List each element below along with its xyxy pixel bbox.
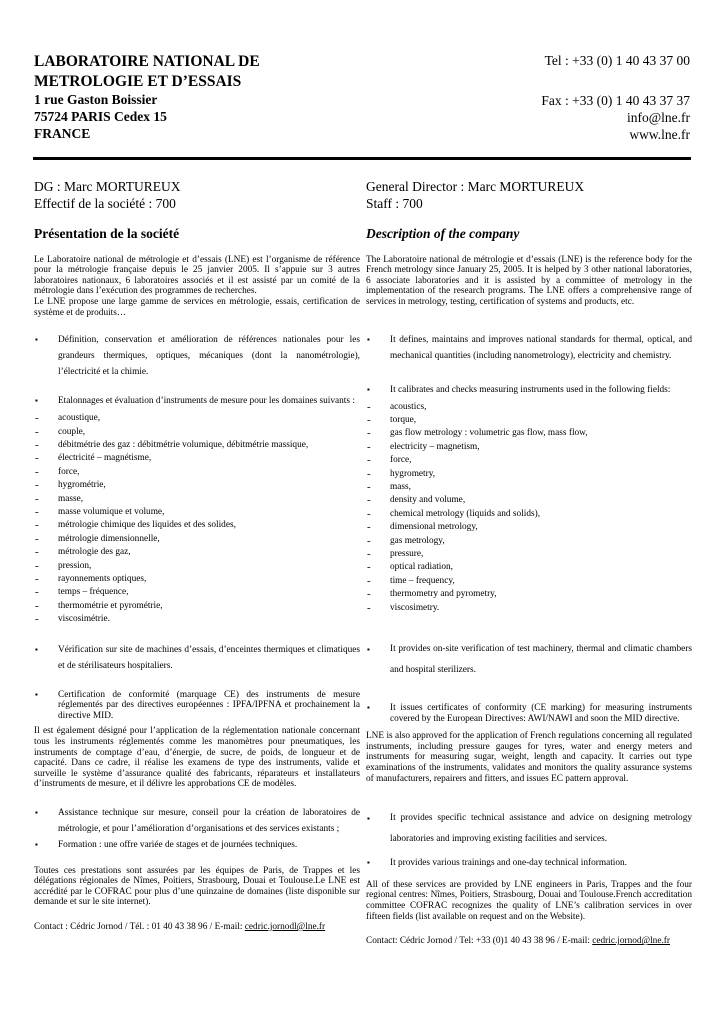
list-item: - thermometry and pyrometry, [366,588,692,601]
english-column [366,178,692,947]
bullet-calibration: ▪ Etalonnages et évaluation d’instruments de mesure pour les domaines suivants : [34,393,360,409]
phone-number: Tel : +33 (0) 1 40 43 37 00 [544,53,690,68]
postal-address [34,91,167,142]
list-item: - time – frequency, [366,575,692,588]
list-item: - viscosimétrie. [34,613,360,626]
org-name-line2: METROLOGIE ET D’ESSAIS [34,73,242,90]
list-item: - pressure, [366,548,692,561]
address-street: 1 rue Gaston Boissier [34,92,158,107]
list-item: - mass, [366,481,692,494]
staff-line: Staff : 700 [366,196,423,211]
list-item: - couple, [34,426,360,439]
bullet-national-standards: ▪ Définition, conservation et amélioration de références nationales pour les grandeurs thermiques, optiques, mécaniques (dont la nanométrologie), l’électricité et la chimie. [34,332,360,380]
contact-email-link[interactable]: cedric.jornodl@lne.fr [244,921,326,932]
list-item: - rayonnements optiques, [34,573,360,586]
section-heading: Présentation de la société [34,226,180,241]
fields-list [366,401,692,616]
list-item: - métrologie des gaz, [34,546,360,559]
list-item: - force, [366,454,692,467]
bullet-technical-assistance: ▪ Assistance technique sur mesure, conseil pour la création de laboratoires de métrologie, et pour l’amélioration d’organisations et des services existants ; [34,805,360,837]
bullet-onsite-verification: ▪ It provides on-site verification of test machinery, thermal and climatic chambers and hospital sterilizers. [366,639,692,681]
contact-email-link[interactable]: cedric.jornod@lne.fr [592,936,670,947]
director-line: General Director : Marc MORTUREUX [366,179,585,194]
list-item: - métrologie dimensionnelle, [34,533,360,546]
list-item: - viscosimetry. [366,602,692,615]
closing-paragraph: All of these services are provided by LNE engineers in Paris, Trappes and the four regional centres: Nîmes, Poitiers, Strasbourg, Douai and Toulouse.French accreditation committee COFRAC recognizes the quality of LNE’s calibration services in over fifteen fields (list available on request and on the Website). [366,879,692,922]
website-link[interactable]: www.lne.fr [629,127,690,142]
intro-paragraph: The Laboratoire national de métrologie et d’essais (LNE) is the reference body for the French metrology since January 25, 2005. It is helped by 3 other national laboratories, 6 associate laboratories and it is assisted by a committee of metrology in the implementation of the research programs. The LNE offers a comprehensive range of services in metrology, testing, certification of systems and products, etc. [366,254,692,307]
staff-line: Effectif de la société : 700 [34,196,176,211]
list-item: - masse volumique et volume, [34,506,360,519]
list-item: - masse, [34,493,360,506]
list-item: - métrologie chimique des liquides et des solides, [34,519,360,532]
list-item: - électricité – magnétisme, [34,452,360,465]
list-item: - thermométrie et pyrométrie, [34,600,360,613]
list-item: - dimensional metrology, [366,521,692,534]
list-item: - gas flow metrology : volumetric gas flow, mass flow, [366,427,692,440]
org-name-line1: LABORATOIRE NATIONAL DE [34,53,260,70]
list-item: - torque, [366,414,692,427]
bullet-training: ▪ Formation : une offre variée de stages et de journées techniques. [34,840,360,851]
list-item: - electricity – magnetism, [366,441,692,454]
organization-name [34,52,260,92]
fax-number: Fax : +33 (0) 1 40 43 37 37 [541,93,690,108]
bullet-training: ▪ It provides various trainings and one-day technical information. [366,858,692,869]
contact-line [34,922,360,933]
french-column [34,178,360,933]
list-item: - force, [34,466,360,479]
list-item: - hygrometry, [366,468,692,481]
fields-list [34,412,360,627]
bullet-technical-assistance: ▪ It provides specific technical assistance and advice on designing metrology laboratories and improving existing facilities and services. [366,808,692,850]
contact-label: Contact : Cédric Jornod / Tél. : 01 40 43 38 96 / E-mail: [34,921,245,932]
intro-paragraph [34,255,360,319]
bullet-onsite-verification: ▪ Vérification sur site de machines d’essais, d’enceintes thermiques et climatiques et de stérilisateurs hospitaliers. [34,642,360,674]
list-item: - density and volume, [366,494,692,507]
bullet-national-standards: ▪ It defines, maintains and improves national standards for thermal, optical, and mechanical quantities (including nanometrology), electricity and chemistry. [366,332,692,364]
bullet-calibration: ▪ It calibrates and checks measuring instruments used in the following fields: [366,382,692,398]
list-item: - chemical metrology (liquids and solids), [366,508,692,521]
director-line: DG : Marc MORTUREUX [34,179,181,194]
list-item: - débitmétrie des gaz : débitmétrie volumique, débitmétrie massique, [34,439,360,452]
bullet-certification: ▪ It issues certificates of conformity (CE marking) for measuring instruments covered by the European Directives: AWI/NAWI and soon the MID directive. [366,703,692,724]
contact-line [366,936,692,947]
regulation-paragraph: LNE is also approved for the application of French regulations concerning all regulated instruments, including pressure gauges for tyres, water and energy meters and instruments for measuring sugar, weight, length and capacity. It carries out type examinations of the instruments, validates and monitors the quality assurance systems of manufacturers, repairers and fitters, and issues EC pattern approval. [366,731,692,784]
list-item: - gas metrology, [366,535,692,548]
list-item: - temps – fréquence, [34,586,360,599]
list-item: - acoustics, [366,401,692,414]
intro-text: Le Laboratoire national de métrologie et d’essais (LNE) est l’organisme de référence pour la métrologie française depuis le 25 janvier 2005. Il s’appuie sur 3 autres laboratoires nationaux, 6 laboratoires associés et il est assisté par un comité de la métrologie dans l’exécution des programmes de recherches. [34,254,360,297]
address-country: FRANCE [34,126,91,141]
regulation-paragraph: Il est également désigné pour l’application de la réglementation nationale concernant tous les instruments réglementés comme les manomètres pour pneumatiques, les instruments de comptage d’eau, d’énergie, de sucre, de poids, de longueur et de capacité. Dans ce cadre, il réalise les examens de type des instruments, valide et surveille le système d’assurance qualité des fabricants, réparateurs et installateurs d’instruments de mesure, et il délivre les approbations CE de modèles. [34,726,360,790]
intro-text-services: Le LNE propose une large gamme de services en métrologie, essais, certification de système et de produits… [34,296,360,318]
list-item: - optical radiation, [366,561,692,574]
list-item: - pression, [34,560,360,573]
bullet-certification: ▪ Certification de conformité (marquage CE) des instruments de mesure réglementés par des directives européennes : IPFA/IPFNA et prochainement la directive MID. [34,690,360,722]
list-item: - hygrométrie, [34,479,360,492]
list-item: - acoustique, [34,412,360,425]
header-divider [33,157,691,160]
email-link[interactable]: info@lne.fr [626,110,690,125]
section-heading: Description of the company [366,226,520,241]
address-city: 75724 PARIS Cedex 15 [34,109,167,124]
contact-label: Contact: Cédric Jornod / Tel: +33 (0)1 40 43 38 96 / E-mail: [366,936,593,947]
closing-paragraph: Toutes ces prestations sont assurées par les équipes de Paris, de Trappes et les délégations régionales de Nîmes, Poitiers, Strasbourg, Douai et Toulouse.Le LNE est accrédité par le COFRAC pour plus d’une quinzaine de domaines (liste disponible sur demande et sur le site internet). [34,865,360,908]
